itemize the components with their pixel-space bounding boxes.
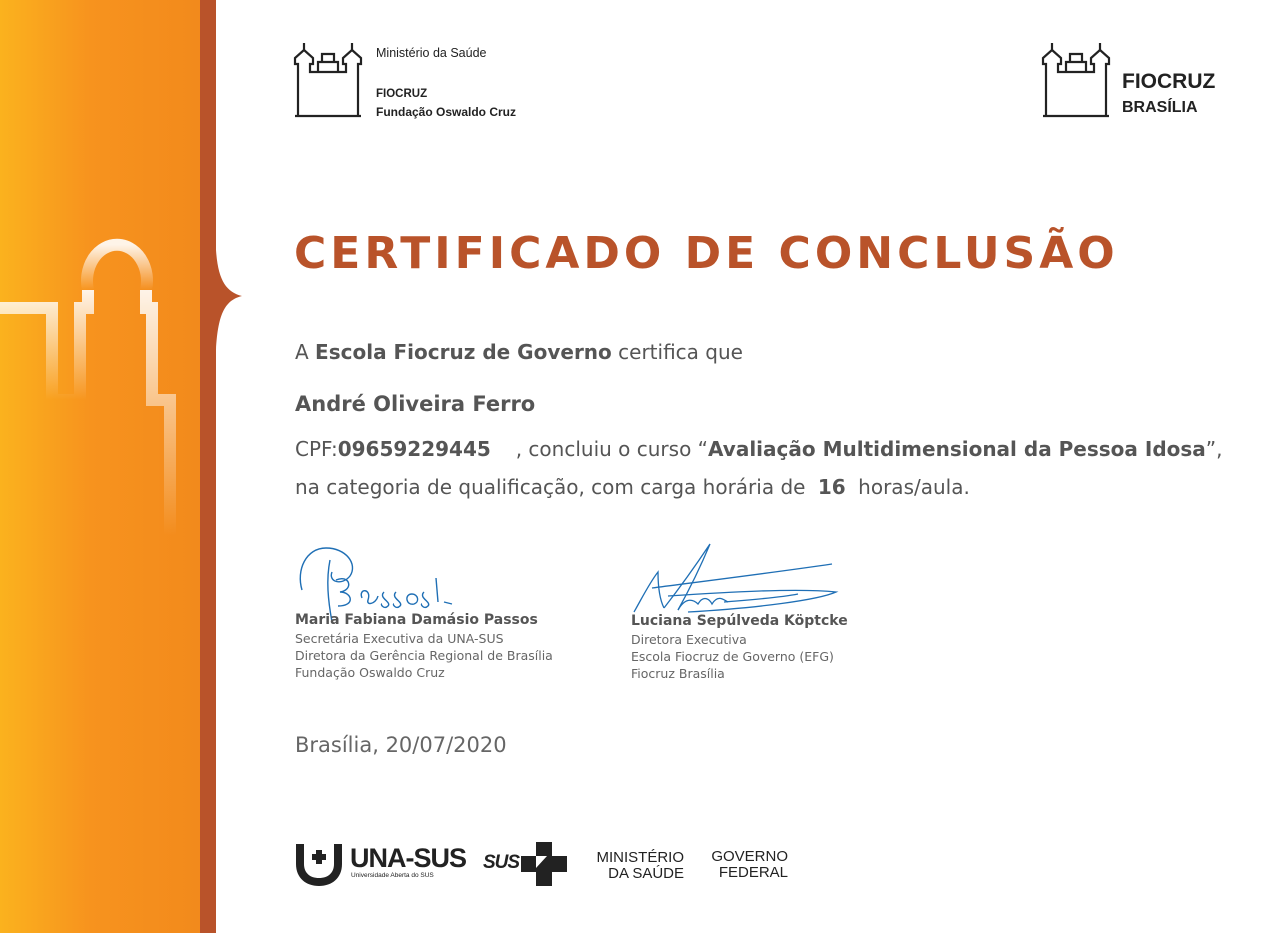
school-name: Escola Fiocruz de Governo <box>315 340 612 364</box>
category-line <box>295 475 970 499</box>
unasus-emblem-icon <box>292 840 346 888</box>
cpf-value: 09659229445 <box>337 437 491 461</box>
stripe-notch <box>216 250 246 350</box>
governo-logo-line-2: FEDERAL <box>718 864 788 881</box>
side-stripe <box>200 0 216 933</box>
course-name: Avaliação Multidimensional da Pessoa Idosa <box>708 437 1206 461</box>
cpf-label: CPF: <box>295 437 338 461</box>
org-full-label: Fundação Oswaldo Cruz <box>376 105 517 119</box>
signer-1-role-3: Fundação Oswaldo Cruz <box>295 665 445 680</box>
signer-2-name: Luciana Sepúlveda Köptcke <box>631 613 848 629</box>
course-close: ”, <box>1205 437 1223 461</box>
intro-line <box>295 340 743 364</box>
hours-value: 16 <box>817 475 846 499</box>
signer-1-name: Maria Fabiana Damásio Passos <box>295 612 538 628</box>
fiocruz-title: FIOCRUZ <box>1122 70 1216 93</box>
concluded-text: , concluiu o curso “ <box>515 437 709 461</box>
signer-2-role-1: Diretora Executiva <box>631 632 747 647</box>
sus-logo-text: SUS <box>483 852 520 873</box>
intro-prefix: A <box>295 340 309 364</box>
unasus-logo-text: UNA-SUS <box>350 843 467 873</box>
intro-suffix: certifica que <box>618 340 743 364</box>
signer-1-role-2: Diretora da Gerência Regional de Brasília <box>295 648 553 663</box>
signer-1-role-1: Secretária Executiva da UNA-SUS <box>295 631 504 646</box>
recipient-name: André Oliveira Ferro <box>295 392 536 416</box>
signature-koptcke <box>628 538 843 623</box>
castle-silhouette-art <box>0 190 200 550</box>
fiocruz-brasilia-castle-logo <box>1040 40 1112 120</box>
brasilia-subtitle: BRASÍLIA <box>1122 99 1198 116</box>
signer-2-role-2: Escola Fiocruz de Governo (EFG) <box>631 649 834 664</box>
governo-logo-line-1: GOVERNO <box>711 848 788 865</box>
fiocruz-castle-logo <box>292 40 364 120</box>
ministry-label: Ministério da Saúde <box>376 46 487 60</box>
category-text: na categoria de qualificação, com carga horária de <box>295 475 806 499</box>
certificate-title: CERTIFICADO DE CONCLUSÃO <box>294 228 1119 279</box>
ministerio-logo-line-1: MINISTÉRIO <box>596 849 684 866</box>
sus-cross-icon <box>521 842 567 886</box>
hours-unit: horas/aula. <box>858 475 970 499</box>
ministerio-logo-line-2: DA SAÚDE <box>608 865 684 882</box>
cpf-course-line <box>295 437 1223 461</box>
unasus-logo-subtitle: Universidade Aberta do SUS <box>351 872 434 879</box>
signer-2-role-3: Fiocruz Brasília <box>631 666 725 681</box>
issue-date: Brasília, 20/07/2020 <box>295 733 507 757</box>
org-short-label: FIOCRUZ <box>376 88 428 100</box>
